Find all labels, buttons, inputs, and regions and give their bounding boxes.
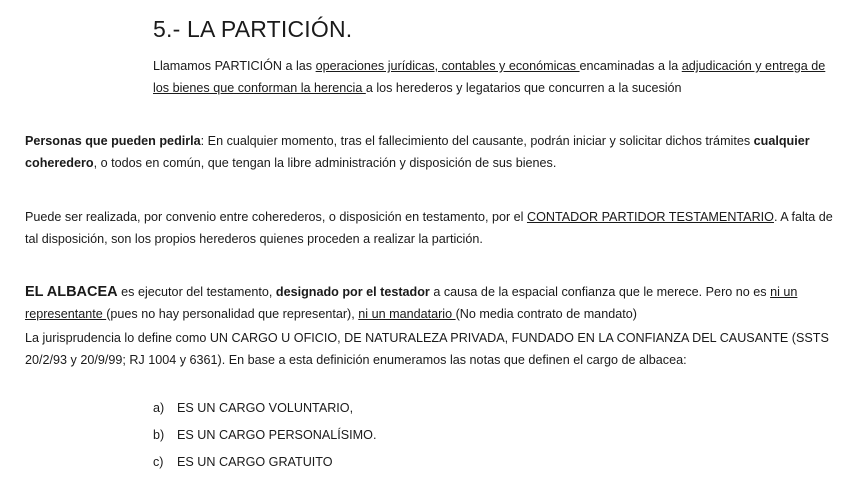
list-marker: c) bbox=[153, 455, 164, 469]
personas-text-1: : En cualquier momento, tras el fallecimiento del causante, podrán iniciar y solicitar dichos trámites bbox=[200, 134, 754, 148]
list-item-text: ES UN CARGO GRATUITO bbox=[177, 455, 333, 469]
personas-text-2: , o todos en común, que tengan la libre administración y disposición de sus bienes. bbox=[93, 156, 557, 170]
intro-text-1: Llamamos PARTICIÓN a las bbox=[153, 59, 316, 73]
personas-paragraph bbox=[25, 130, 835, 174]
list-item bbox=[153, 451, 376, 478]
albacea-heading: EL ALBACEA bbox=[25, 284, 118, 300]
albacea-underlined-mandatario: ni un mandatario bbox=[358, 307, 456, 321]
intro-text-2: encaminadas a la bbox=[579, 59, 682, 73]
list-marker: a) bbox=[153, 401, 165, 415]
albacea-text-4: (No media contrato de mandato) bbox=[455, 307, 637, 321]
intro-text-3: a los herederos y legatarios que concurren a la sucesión bbox=[365, 81, 682, 95]
list-item-text: ES UN CARGO VOLUNTARIO, bbox=[177, 401, 354, 415]
realizacion-paragraph bbox=[25, 206, 835, 250]
list-item bbox=[153, 397, 376, 424]
albacea-text-3: (pues no hay personalidad que representar), bbox=[106, 307, 359, 321]
personas-bold-coheredero: cualquier coheredero bbox=[25, 134, 810, 170]
albacea-notes-list bbox=[153, 397, 376, 478]
albacea-paragraph bbox=[25, 281, 835, 325]
albacea-text-2: a causa de la espacial confianza que le merece. Pero no es bbox=[429, 285, 771, 299]
realizacion-text-2: . A falta de tal disposición, son los propios herederos quienes proceden a realizar la partición. bbox=[25, 210, 833, 246]
list-item-text: ES UN CARGO PERSONALÍSIMO. bbox=[177, 428, 377, 442]
particion-definition-paragraph bbox=[153, 55, 835, 99]
albacea-text-1: es ejecutor del testamento, bbox=[117, 285, 276, 299]
list-marker: b) bbox=[153, 428, 165, 442]
list-item bbox=[153, 424, 376, 451]
section-title: 5.- LA PARTICIÓN. bbox=[153, 16, 353, 42]
intro-underlined-adjudicacion: adjudicación y entrega de los bienes que conforman la herencia bbox=[153, 59, 826, 95]
albacea-bold-designado: designado por el testador bbox=[275, 285, 430, 299]
personas-heading: Personas que pueden pedirla bbox=[25, 134, 201, 148]
realizacion-text-1: Puede ser realizada, por convenio entre coherederos, o disposición en testamento, por el bbox=[25, 210, 527, 224]
albacea-underlined-representante: ni un representante bbox=[25, 285, 798, 321]
realizacion-underlined-contador: CONTADOR PARTIDOR TESTAMENTARIO bbox=[526, 210, 774, 224]
jurisprudencia-paragraph: La jurisprudencia lo define como UN CARGO U OFICIO, DE NATURALEZA PRIVADA, FUNDADO EN LA CONFIANZA DEL CAUSANTE (SSTS 20/2/93 y 20/9/99; RJ 1004 y 6361). En base a esta definición enumeramos las notas que definen el cargo de albacea: bbox=[25, 331, 829, 367]
intro-underlined-operaciones: operaciones jurídicas, contables y económicas bbox=[315, 59, 580, 73]
